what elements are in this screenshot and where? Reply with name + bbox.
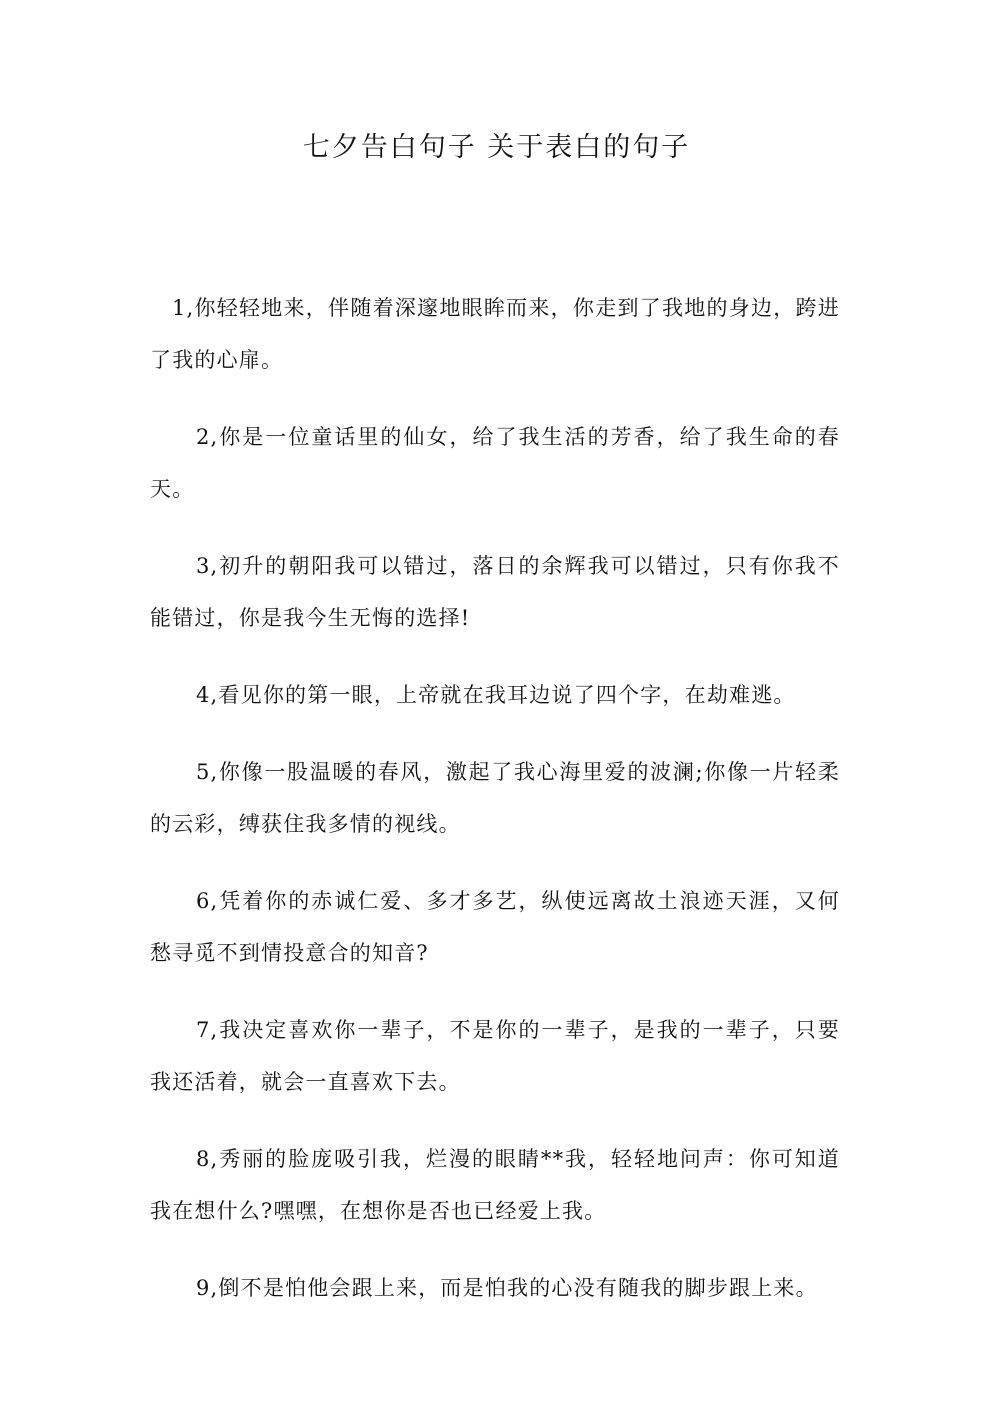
document-body — [150, 282, 840, 1339]
paragraph-9: 9,倒不是怕他会跟上来，而是怕我的心没有随我的脚步跟上来。 — [196, 1276, 818, 1300]
paragraph-5: 5,你像一股温暖的春风，激起了我心海里爱的波澜;你像一片轻柔的云彩，缚获住我多情的视线。 — [150, 760, 840, 836]
paragraph-2: 2,你是一位童话里的仙女，给了我生活的芳香，给了我生命的春天。 — [150, 425, 840, 501]
paragraph-6: 6,凭着你的赤诚仁爱、多才多艺，纵使远离故土浪迹天涯，又何愁寻觅不到情投意合的知音? — [150, 889, 840, 965]
paragraph-8: 8,秀丽的脸庞吸引我，烂漫的眼睛**我，轻轻地问声：你可知道我在想什么?嘿嘿，在想你是否也已经爱上我。 — [150, 1147, 840, 1223]
paragraph-3: 3,初升的朝阳我可以错过，落日的余辉我可以错过，只有你我不能错过，你是我今生无悔的选择! — [150, 554, 840, 630]
paragraph-4: 4,看见你的第一眼，上帝就在我耳边说了四个字，在劫难逃。 — [196, 683, 796, 707]
paragraph-7: 7,我决定喜欢你一辈子，不是你的一辈子，是我的一辈子，只要我还活着，就会一直喜欢下去。 — [150, 1018, 840, 1094]
page-title: 七夕告白句子 关于表白的句子 — [302, 132, 691, 163]
paragraph-1: 1,你轻轻地来，伴随着深邃地眼眸而来，你走到了我地的身边，跨进了我的心扉。 — [150, 296, 840, 372]
